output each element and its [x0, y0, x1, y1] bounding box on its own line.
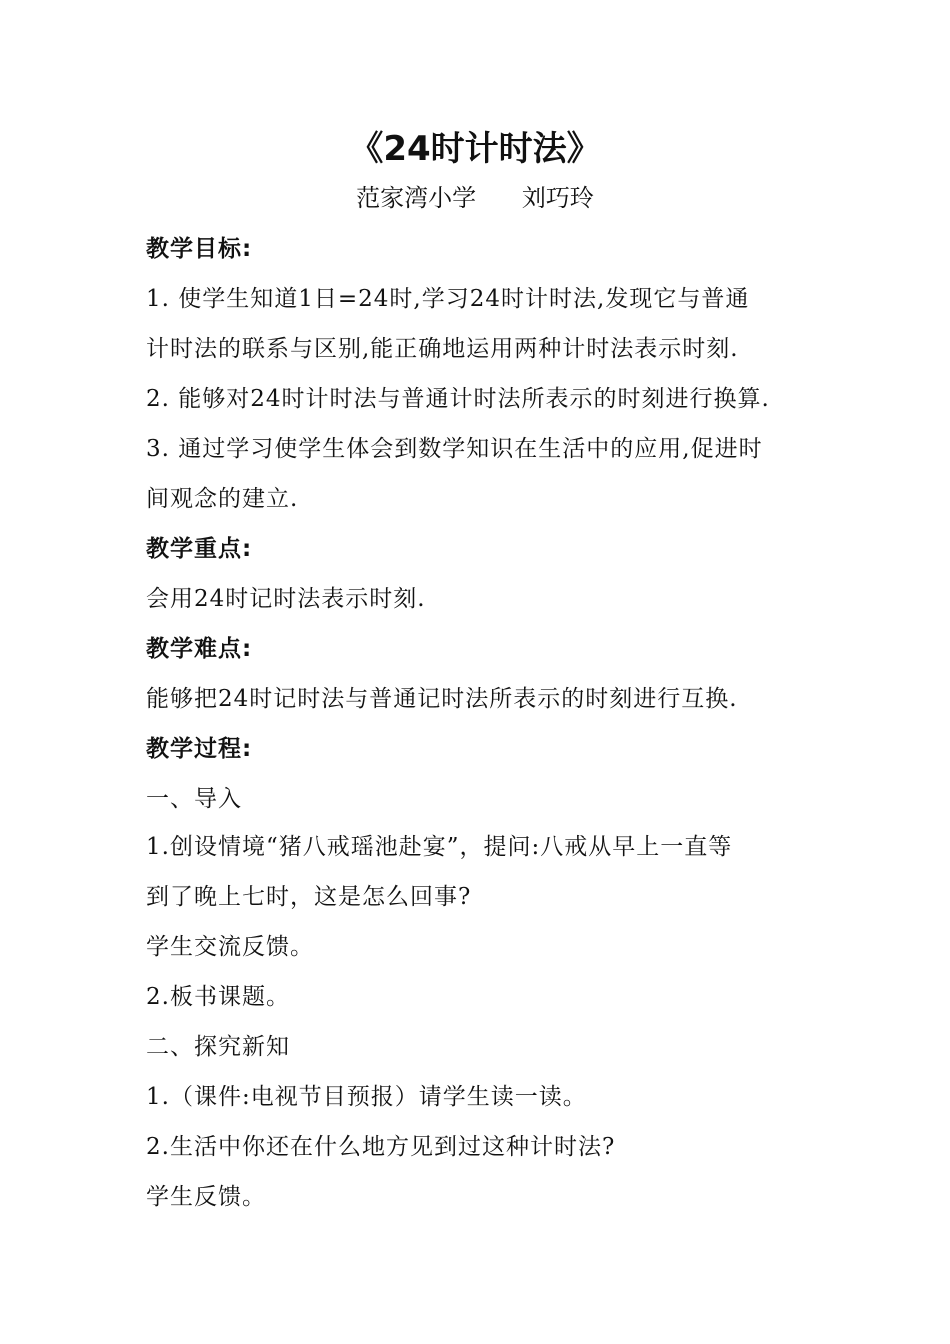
process-line: 2.板书课题。 [146, 984, 290, 1010]
goals-line: 2. 能够对24时计时法与普通计时法所表示的时刻进行换算. [146, 386, 770, 412]
process-line: 1.（课件:电视节目预报）请学生读一读。 [146, 1084, 587, 1110]
process-line: 到了晚上七时，这是怎么回事? [146, 884, 472, 910]
process-heading: 教学过程: [146, 736, 253, 762]
process-line: 2.生活中你还在什么地方见到过这种计时法? [146, 1134, 616, 1160]
document-title: 《24时计时法》 [349, 129, 601, 169]
goals-line: 间观念的建立. [146, 486, 299, 512]
key-point-heading: 教学重点: [146, 536, 253, 562]
goals-heading: 教学目标: [146, 236, 253, 262]
author-byline: 范家湾小学 刘巧玲 [356, 184, 594, 212]
goals-line: 计时法的联系与区别,能正确地运用两种计时法表示时刻. [146, 336, 739, 362]
process-line: 二、探究新知 [146, 1034, 290, 1060]
difficulty-text: 能够把24时记时法与普通记时法所表示的时刻进行互换. [146, 686, 738, 712]
goals-line: 1. 使学生知道1日=24时,学习24时计时法,发现它与普通 [146, 286, 750, 312]
difficulty-heading: 教学难点: [146, 636, 253, 662]
key-point-text: 会用24时记时法表示时刻. [146, 586, 426, 612]
process-line: 一、导入 [146, 786, 242, 812]
goals-line: 3. 通过学习使学生体会到数学知识在生活中的应用,促进时 [146, 436, 763, 462]
process-line: 学生反馈。 [146, 1184, 266, 1210]
process-line: 学生交流反馈。 [146, 934, 314, 960]
process-line: 1.创设情境“猪八戒瑶池赴宴”，提问:八戒从早上一直等 [146, 834, 733, 860]
